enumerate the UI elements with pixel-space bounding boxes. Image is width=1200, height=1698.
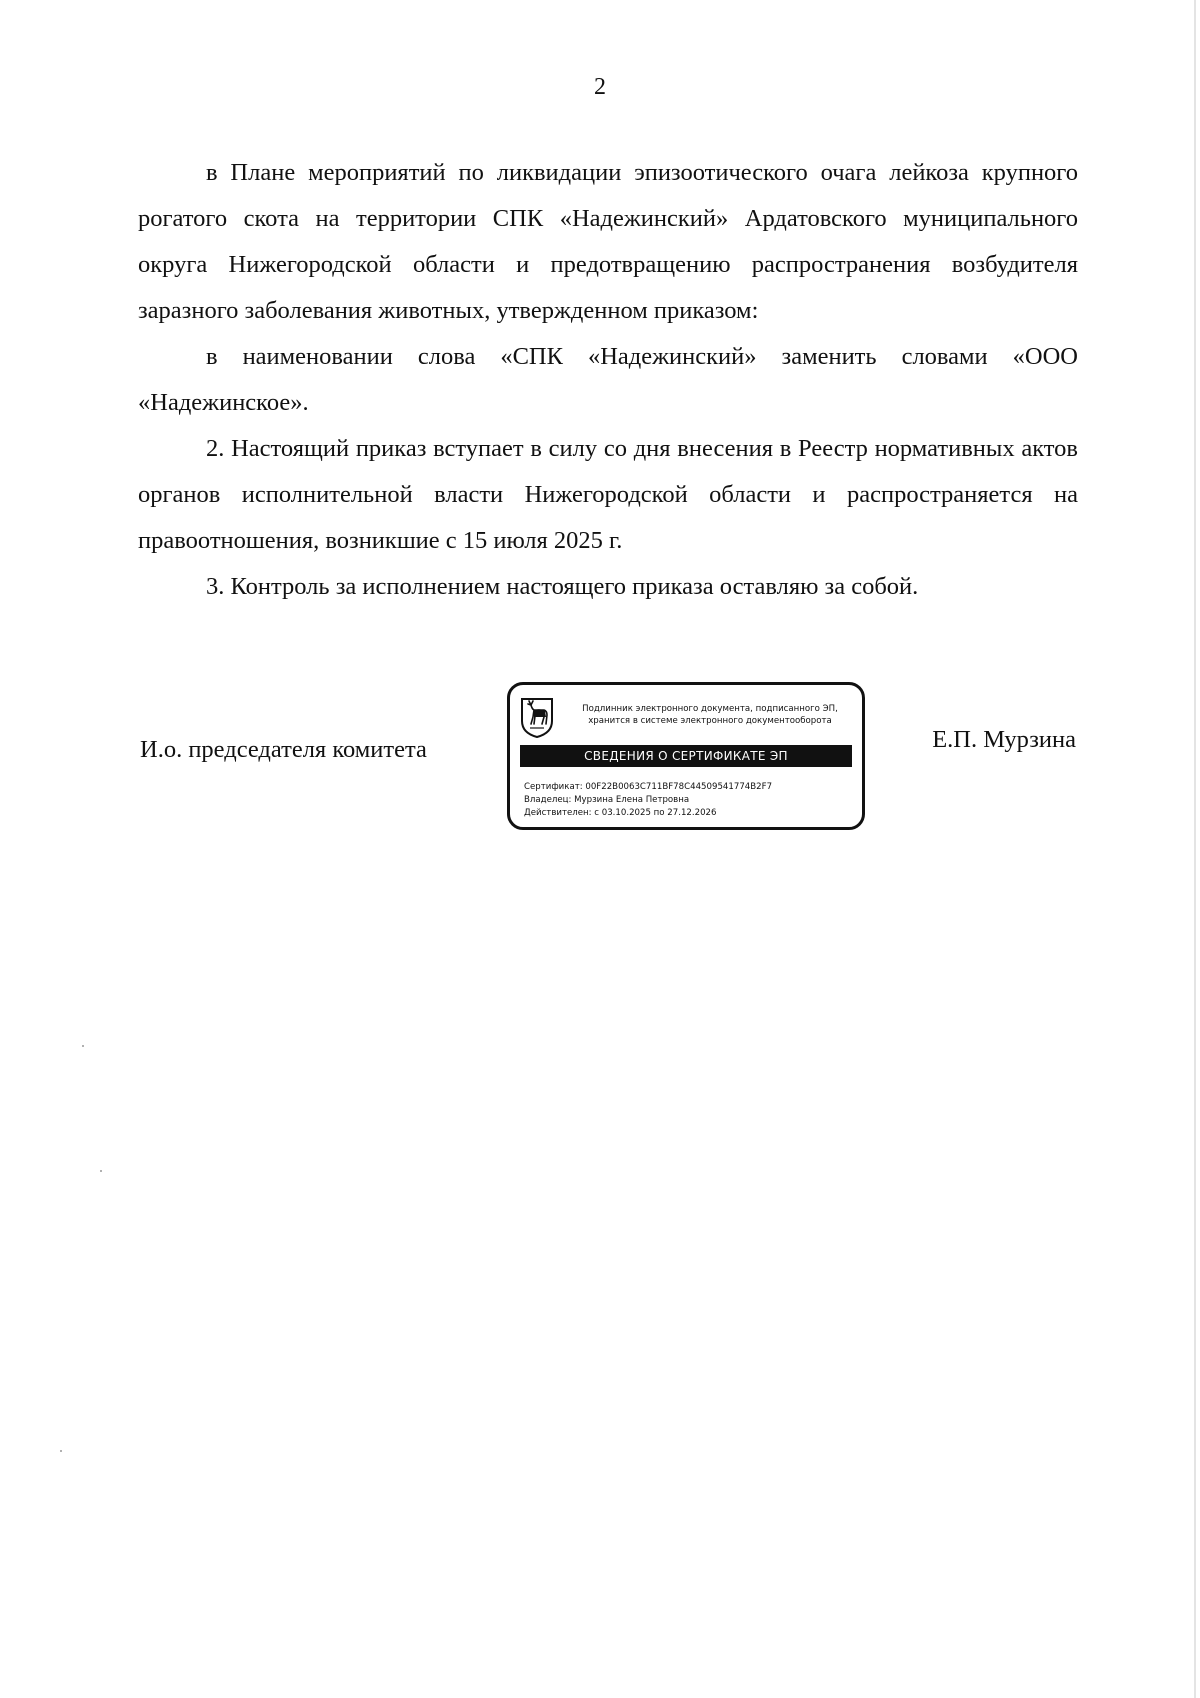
stamp-note-line-2: хранится в системе электронного документооборота: [588, 716, 832, 726]
scan-speck: [82, 1045, 84, 1047]
stamp-owner: Владелец: Мурзина Елена Петровна: [524, 795, 690, 805]
scan-speck: [60, 1450, 62, 1452]
document-body: [138, 150, 1078, 610]
stamp-note-line-1: Подлинник электронного документа, подписанного ЭП,: [582, 704, 838, 714]
stamp-certificate: Сертификат: 00F22B0063C711BF78C44509541774B2F7: [524, 782, 773, 792]
electronic-signature-stamp: [507, 682, 865, 830]
paragraph-name-replacement: в наименовании слова «СПК «Надежинский» заменить словами «ООО «Надежинское».: [138, 343, 1078, 416]
scan-edge-line: [1194, 0, 1196, 1698]
paragraph-effective-date: 2. Настоящий приказ вступает в силу со дня внесения в Реестр нормативных актов органов исполнительной власти Нижегородской области и распространяется на правоотношения, возникшие с 15 июля 2025 г.: [138, 435, 1078, 554]
stamp-note: [562, 703, 858, 727]
stamp-details: [524, 781, 854, 820]
scan-speck: [100, 1170, 102, 1172]
stamp-validity: Действителен: с 03.10.2025 по 27.12.2026: [524, 808, 717, 818]
paragraph-plan-amendment: в Плане мероприятий по ликвидации эпизоотического очага лейкоза крупного рогатого скота на территории СПК «Надежинский» Ардатовского муниципального округа Нижегородской области и предотвращению распространения возбудителя заразного заболевания животных, утвержденном приказом:: [138, 159, 1078, 324]
stamp-header: СВЕДЕНИЯ О СЕРТИФИКАТЕ ЭП: [520, 745, 852, 767]
page-number: 2: [594, 74, 606, 100]
signer-name: Е.П. Мурзина: [932, 726, 1076, 753]
coat-of-arms-deer-icon: [520, 697, 554, 739]
paragraph-control: 3. Контроль за исполнением настоящего приказа оставляю за собой.: [206, 573, 919, 600]
signer-title: И.о. председателя комитета: [140, 736, 427, 763]
signature-block: [0, 682, 1200, 842]
